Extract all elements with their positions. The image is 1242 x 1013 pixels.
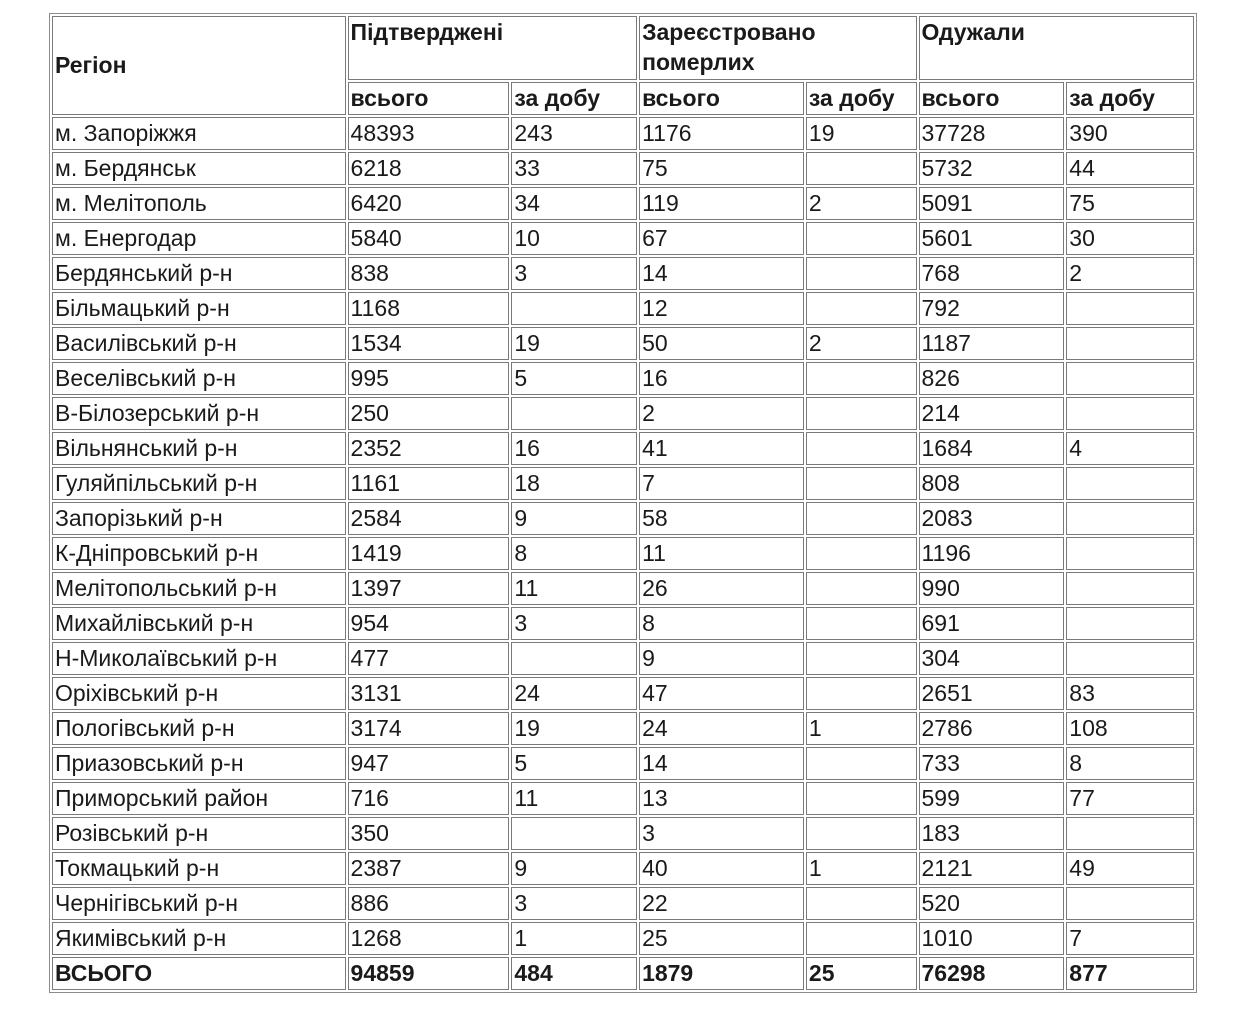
cell-deaths-total: 8 <box>639 607 804 640</box>
cell-deaths-per-day: 2 <box>806 187 917 220</box>
covid-region-table <box>49 13 1197 993</box>
cell-recovered-total: 183 <box>919 817 1065 850</box>
cell-recovered-per-day: 44 <box>1066 152 1194 185</box>
cell-region: Запорізький р-н <box>52 502 346 535</box>
table-row <box>52 677 1194 710</box>
cell-recovered-per-day: 108 <box>1066 712 1194 745</box>
cell-recovered-total: 2651 <box>919 677 1065 710</box>
cell-region: Чернігівський р-н <box>52 887 346 920</box>
cell-recovered-per-day: 77 <box>1066 782 1194 815</box>
cell-region: Приазовський р-н <box>52 747 346 780</box>
total-row <box>52 957 1194 990</box>
header-deaths: Зареєстровано померлих <box>639 16 916 80</box>
cell-region: Якимівський р-н <box>52 922 346 955</box>
cell-confirmed-per-day: 3 <box>511 887 637 920</box>
cell-deaths-total: 41 <box>639 432 804 465</box>
cell-region: м. Мелітополь <box>52 187 346 220</box>
cell-deaths-total: 11 <box>639 537 804 570</box>
cell-confirmed-per-day: 10 <box>511 222 637 255</box>
cell-deaths-total: 75 <box>639 152 804 185</box>
cell-region: Розівський р-н <box>52 817 346 850</box>
cell-deaths-total: 25 <box>639 922 804 955</box>
cell-recovered-per-day: 390 <box>1066 117 1194 150</box>
cell-confirmed-total: 954 <box>348 607 510 640</box>
cell-region: м. Бердянськ <box>52 152 346 185</box>
cell-deaths-per-day <box>806 607 917 640</box>
table-row <box>52 887 1194 920</box>
cell-deaths-per-day <box>806 887 917 920</box>
cell-confirmed-per-day: 3 <box>511 257 637 290</box>
cell-deaths-per-day <box>806 642 917 675</box>
cell-deaths-total: 7 <box>639 467 804 500</box>
cell-recovered-total: 792 <box>919 292 1065 325</box>
cell-recovered-total: 733 <box>919 747 1065 780</box>
cell-confirmed-per-day: 3 <box>511 607 637 640</box>
cell-confirmed-per-day <box>511 397 637 430</box>
cell-confirmed-total: 2387 <box>348 852 510 885</box>
cell-recovered-total: 2786 <box>919 712 1065 745</box>
cell-confirmed-total: 6218 <box>348 152 510 185</box>
cell-deaths-total: 13 <box>639 782 804 815</box>
cell-deaths-total: 12 <box>639 292 804 325</box>
cell-confirmed-total: 3174 <box>348 712 510 745</box>
cell-recovered-per-day <box>1066 572 1194 605</box>
cell-recovered-total: 5091 <box>919 187 1065 220</box>
cell-recovered-per-day <box>1066 537 1194 570</box>
cell-recovered-total: 826 <box>919 362 1065 395</box>
cell-recovered-total: 1187 <box>919 327 1065 360</box>
cell-confirmed-per-day <box>511 642 637 675</box>
cell-recovered-per-day: 83 <box>1066 677 1194 710</box>
cell-confirmed-per-day: 33 <box>511 152 637 185</box>
cell-recovered-total: 37728 <box>919 117 1065 150</box>
cell-deaths-per-day <box>806 292 917 325</box>
table-row <box>52 117 1194 150</box>
header-confirmed: Підтверджені <box>348 16 638 80</box>
cell-recovered-per-day: 8 <box>1066 747 1194 780</box>
cell-confirmed-total: 1168 <box>348 292 510 325</box>
table-row <box>52 642 1194 675</box>
cell-recovered-per-day: 49 <box>1066 852 1194 885</box>
table-row <box>52 432 1194 465</box>
table-row <box>52 502 1194 535</box>
cell-confirmed-per-day: 34 <box>511 187 637 220</box>
table-row <box>52 572 1194 605</box>
cell-region: Бердянський р-н <box>52 257 346 290</box>
cell-region: Веселівський р-н <box>52 362 346 395</box>
cell-confirmed-per-day: 5 <box>511 362 637 395</box>
cell-confirmed-total: 3131 <box>348 677 510 710</box>
cell-region: Н-Миколаївський р-н <box>52 642 346 675</box>
total-deaths-total: 1879 <box>639 957 804 990</box>
cell-confirmed-per-day: 11 <box>511 782 637 815</box>
cell-region: м. Запоріжжя <box>52 117 346 150</box>
cell-region: Михайлівський р-н <box>52 607 346 640</box>
cell-deaths-total: 14 <box>639 257 804 290</box>
cell-confirmed-total: 1268 <box>348 922 510 955</box>
cell-recovered-per-day <box>1066 642 1194 675</box>
cell-recovered-per-day <box>1066 502 1194 535</box>
cell-confirmed-total: 5840 <box>348 222 510 255</box>
cell-deaths-per-day: 19 <box>806 117 917 150</box>
cell-confirmed-total: 250 <box>348 397 510 430</box>
cell-deaths-per-day: 1 <box>806 712 917 745</box>
total-recovered-per-day: 877 <box>1066 957 1194 990</box>
cell-region: Гуляйпільський р-н <box>52 467 346 500</box>
cell-recovered-per-day: 2 <box>1066 257 1194 290</box>
cell-recovered-total: 808 <box>919 467 1065 500</box>
cell-recovered-total: 2121 <box>919 852 1065 885</box>
cell-confirmed-per-day: 5 <box>511 747 637 780</box>
cell-confirmed-total: 1534 <box>348 327 510 360</box>
cell-deaths-total: 47 <box>639 677 804 710</box>
cell-deaths-total: 2 <box>639 397 804 430</box>
cell-region: Оріхівський р-н <box>52 677 346 710</box>
cell-recovered-per-day <box>1066 292 1194 325</box>
cell-deaths-per-day: 1 <box>806 852 917 885</box>
cell-region: Мелітопольський р-н <box>52 572 346 605</box>
cell-recovered-per-day: 4 <box>1066 432 1194 465</box>
cell-confirmed-total: 477 <box>348 642 510 675</box>
table-row <box>52 292 1194 325</box>
cell-recovered-total: 768 <box>919 257 1065 290</box>
cell-confirmed-per-day: 24 <box>511 677 637 710</box>
cell-deaths-total: 22 <box>639 887 804 920</box>
total-confirmed-per-day: 484 <box>511 957 637 990</box>
total-confirmed-total: 94859 <box>348 957 510 990</box>
cell-deaths-per-day <box>806 222 917 255</box>
cell-deaths-per-day <box>806 817 917 850</box>
cell-deaths-per-day <box>806 152 917 185</box>
cell-confirmed-per-day: 9 <box>511 852 637 885</box>
cell-recovered-total: 5732 <box>919 152 1065 185</box>
cell-confirmed-per-day: 9 <box>511 502 637 535</box>
cell-region: Приморський район <box>52 782 346 815</box>
table-row <box>52 852 1194 885</box>
cell-region: Токмацький р-н <box>52 852 346 885</box>
cell-confirmed-per-day: 243 <box>511 117 637 150</box>
header-deaths-per-day: за добу <box>806 82 917 115</box>
header-recovered-total: всього <box>919 82 1065 115</box>
header-row-groups <box>52 16 1194 80</box>
cell-recovered-per-day <box>1066 327 1194 360</box>
cell-deaths-per-day <box>806 257 917 290</box>
table-row <box>52 362 1194 395</box>
table-row <box>52 922 1194 955</box>
cell-deaths-per-day <box>806 502 917 535</box>
cell-confirmed-per-day: 11 <box>511 572 637 605</box>
cell-recovered-per-day: 75 <box>1066 187 1194 220</box>
cell-confirmed-per-day: 8 <box>511 537 637 570</box>
cell-deaths-total: 16 <box>639 362 804 395</box>
cell-deaths-per-day <box>806 362 917 395</box>
cell-recovered-total: 2083 <box>919 502 1065 535</box>
header-recovered-per-day: за добу <box>1066 82 1194 115</box>
cell-recovered-per-day <box>1066 362 1194 395</box>
cell-deaths-per-day <box>806 922 917 955</box>
cell-confirmed-total: 350 <box>348 817 510 850</box>
table-body <box>52 117 1194 990</box>
cell-confirmed-total: 48393 <box>348 117 510 150</box>
cell-deaths-total: 58 <box>639 502 804 535</box>
cell-recovered-per-day: 7 <box>1066 922 1194 955</box>
table-row <box>52 152 1194 185</box>
cell-recovered-total: 1010 <box>919 922 1065 955</box>
cell-confirmed-total: 995 <box>348 362 510 395</box>
cell-deaths-total: 24 <box>639 712 804 745</box>
cell-confirmed-per-day: 1 <box>511 922 637 955</box>
cell-region: м. Енергодар <box>52 222 346 255</box>
cell-deaths-total: 1176 <box>639 117 804 150</box>
cell-recovered-total: 691 <box>919 607 1065 640</box>
cell-recovered-per-day <box>1066 397 1194 430</box>
cell-confirmed-total: 1397 <box>348 572 510 605</box>
cell-deaths-per-day <box>806 537 917 570</box>
cell-confirmed-total: 947 <box>348 747 510 780</box>
cell-region: Василівський р-н <box>52 327 346 360</box>
cell-confirmed-per-day: 16 <box>511 432 637 465</box>
table-header <box>52 16 1194 115</box>
total-deaths-per-day: 25 <box>806 957 917 990</box>
total-region: ВСЬОГО <box>52 957 346 990</box>
cell-region: К-Дніпровський р-н <box>52 537 346 570</box>
cell-deaths-total: 9 <box>639 642 804 675</box>
cell-confirmed-per-day: 18 <box>511 467 637 500</box>
cell-recovered-total: 520 <box>919 887 1065 920</box>
cell-recovered-per-day: 30 <box>1066 222 1194 255</box>
cell-confirmed-total: 2584 <box>348 502 510 535</box>
table-row <box>52 187 1194 220</box>
cell-deaths-per-day <box>806 677 917 710</box>
cell-deaths-per-day <box>806 467 917 500</box>
cell-deaths-total: 3 <box>639 817 804 850</box>
cell-deaths-per-day <box>806 782 917 815</box>
cell-deaths-per-day <box>806 397 917 430</box>
table-row <box>52 537 1194 570</box>
table-row <box>52 397 1194 430</box>
cell-recovered-per-day <box>1066 467 1194 500</box>
cell-region: Більмацький р-н <box>52 292 346 325</box>
table-row <box>52 712 1194 745</box>
cell-confirmed-per-day: 19 <box>511 712 637 745</box>
cell-recovered-total: 214 <box>919 397 1065 430</box>
table-row <box>52 327 1194 360</box>
cell-confirmed-total: 1419 <box>348 537 510 570</box>
header-recovered: Одужали <box>919 16 1194 80</box>
cell-deaths-total: 119 <box>639 187 804 220</box>
table-row <box>52 607 1194 640</box>
cell-region: Вільнянський р-н <box>52 432 346 465</box>
cell-deaths-per-day: 2 <box>806 327 917 360</box>
cell-recovered-total: 1684 <box>919 432 1065 465</box>
cell-confirmed-total: 838 <box>348 257 510 290</box>
cell-recovered-per-day <box>1066 607 1194 640</box>
header-confirmed-per-day: за добу <box>511 82 637 115</box>
cell-deaths-total: 40 <box>639 852 804 885</box>
cell-deaths-per-day <box>806 747 917 780</box>
cell-recovered-total: 304 <box>919 642 1065 675</box>
cell-confirmed-total: 716 <box>348 782 510 815</box>
cell-recovered-per-day <box>1066 817 1194 850</box>
table-row <box>52 222 1194 255</box>
table-row <box>52 467 1194 500</box>
cell-confirmed-per-day <box>511 292 637 325</box>
cell-recovered-total: 1196 <box>919 537 1065 570</box>
cell-region: Пологівський р-н <box>52 712 346 745</box>
cell-recovered-total: 599 <box>919 782 1065 815</box>
cell-recovered-total: 990 <box>919 572 1065 605</box>
cell-deaths-per-day <box>806 572 917 605</box>
cell-confirmed-total: 1161 <box>348 467 510 500</box>
cell-deaths-per-day <box>806 432 917 465</box>
cell-deaths-total: 50 <box>639 327 804 360</box>
header-confirmed-total: всього <box>348 82 510 115</box>
document-page <box>49 13 1197 993</box>
table-row <box>52 817 1194 850</box>
cell-confirmed-total: 886 <box>348 887 510 920</box>
header-deaths-total: всього <box>639 82 804 115</box>
cell-confirmed-per-day <box>511 817 637 850</box>
cell-deaths-total: 67 <box>639 222 804 255</box>
table-row <box>52 747 1194 780</box>
cell-deaths-total: 26 <box>639 572 804 605</box>
cell-confirmed-per-day: 19 <box>511 327 637 360</box>
cell-confirmed-total: 2352 <box>348 432 510 465</box>
total-recovered-total: 76298 <box>919 957 1065 990</box>
cell-recovered-per-day <box>1066 887 1194 920</box>
cell-confirmed-total: 6420 <box>348 187 510 220</box>
cell-recovered-total: 5601 <box>919 222 1065 255</box>
cell-deaths-total: 14 <box>639 747 804 780</box>
cell-region: В-Білозерський р-н <box>52 397 346 430</box>
table-row <box>52 257 1194 290</box>
table-row <box>52 782 1194 815</box>
header-region: Регіон <box>52 16 346 115</box>
